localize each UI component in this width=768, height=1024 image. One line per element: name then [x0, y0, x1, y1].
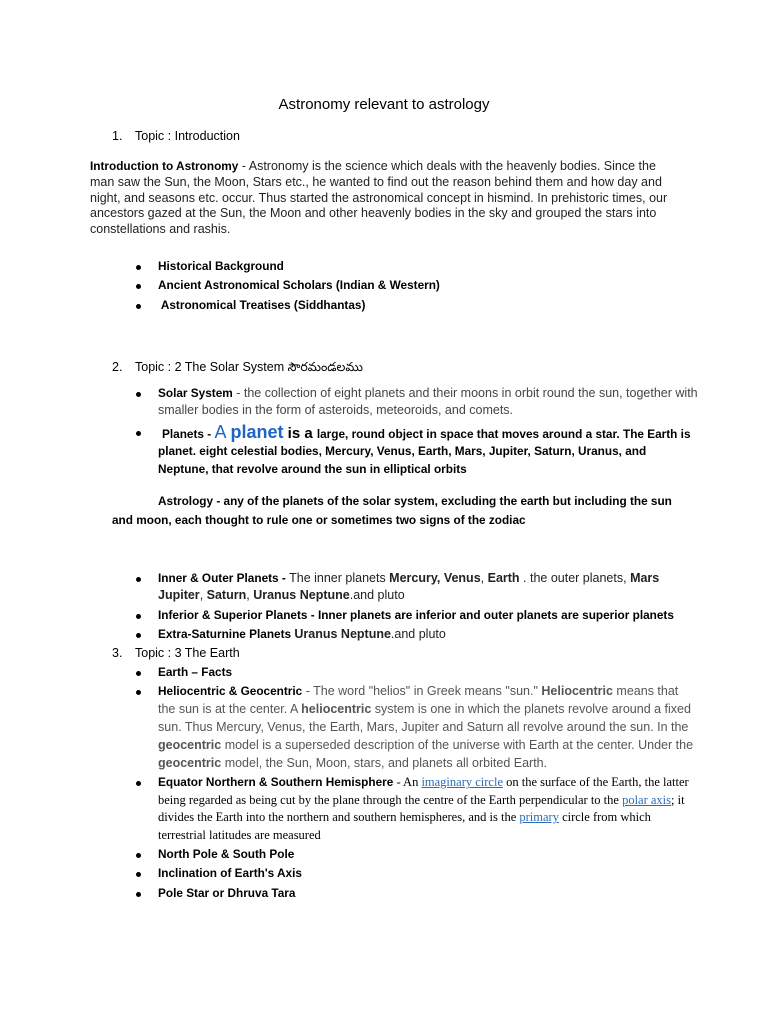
topic-1-heading: [112, 129, 240, 143]
topic-2-title: Topic : 2 The Solar System సౌరమండలము: [135, 360, 363, 374]
list-item-solar-system: Solar System - the collection of eight planets and their moons in orbit round the sun, together with smaller bodies in the form of asteroids, meteoroids, and comets.: [0, 385, 698, 420]
topic-1-list: [0, 258, 698, 316]
topic-2-heading: [112, 360, 363, 378]
list-item-planets: Planets - A planet is a large, round object in space that moves around a star. The Earth is planet. eight celestial bodies, Mercury, Venus, Earth, Mars, Jupiter, Saturn, Uranus, and Neptune, that revolve around the sun in elliptical orbits: [0, 424, 698, 478]
list-item-pole-star: Pole Star or Dhruva Tara: [0, 885, 698, 902]
list-item-inner-outer: Inner & Outer Planets - The inner planets Mercury, Venus, Earth . the outer planets, Mars Jupiter, Saturn, Uranus Neptune.and pluto: [0, 570, 698, 605]
list-item-inferior-superior: Inferior & Superior Planets - Inner planets are inferior and outer planets are superior planets: [0, 607, 698, 624]
topic-3-heading: [112, 646, 240, 660]
intro-text: - Astronomy is the science which deals with the heavenly bodies. Since the man saw the Sun, the Moon, Stars etc., he wanted to find out the reason behind them and how day and night, and seasons etc. occur. Thus started the astronomical concept in hismind. In prehistoric times, our ancestors gazed at the Sun, the Moon and other heavenly bodies in the sky and grouped the stars into constellations and rashis.: [90, 159, 668, 237]
list-item: Historical Background: [0, 258, 698, 275]
list-item-extra-saturnine: Extra-Saturnine Planets Uranus Neptune.and pluto: [0, 626, 698, 643]
list-item-poles: North Pole & South Pole: [0, 846, 698, 863]
topic-3-title: Topic : 3 The Earth: [135, 646, 240, 660]
list-item: Astronomical Treatises (Siddhantas): [0, 297, 698, 314]
topic-3-list: [0, 664, 698, 904]
topic-1-title: Topic : Introduction: [135, 129, 240, 143]
topic-2-list-a: [0, 385, 698, 480]
imaginary-circle-link[interactable]: imaginary circle: [421, 775, 503, 790]
list-item: Ancient Astronomical Scholars (Indian & Western): [0, 277, 698, 294]
astrology-paragraph: Astrology - any of the planets of the solar system, excluding the earth but including the sun and moon, each thought to rule one or sometimes two signs of the zodiac: [112, 494, 672, 527]
intro-label: Introduction to Astronomy: [90, 159, 239, 173]
list-item-earth-facts: Earth – Facts: [0, 664, 698, 681]
topic-1-number: 1.: [112, 129, 123, 143]
list-item-inclination: Inclination of Earth's Axis: [0, 865, 698, 882]
list-item-helio-geo: Heliocentric & Geocentric - The word "helios" in Greek means "sun." Heliocentric means that the sun is at the center. A heliocentric system is one in which the planets revolve around a fixed sun. Thus Mercury, Venus, the Earth, Mars, Jupiter and Saturn all revolve around the sun. In the geocentric model is a superseded description of the universe with Earth at the center. Under the geocentric model, the Sun, Moon, stars, and planets all orbited Earth.: [0, 683, 698, 772]
document-title: Astronomy relevant to astrology: [278, 96, 490, 113]
topic-2-number: 2.: [112, 360, 123, 374]
polar-axis-link[interactable]: polar axis: [622, 792, 672, 807]
topic-2-list-b: [0, 570, 698, 646]
primary-link[interactable]: primary: [519, 810, 559, 825]
topic-3-number: 3.: [112, 646, 123, 660]
intro-paragraph: [90, 159, 680, 238]
list-item-equator: Equator Northern & Southern Hemisphere - An imaginary circle on the surface of the Earth, the latter being regarded as being cut by the plane through the centre of the Earth perpendicular to the polar axis; it divides the Earth into the northern and southern hemispheres, and is the primary circle from which terrestrial latitudes are measured: [0, 774, 698, 844]
